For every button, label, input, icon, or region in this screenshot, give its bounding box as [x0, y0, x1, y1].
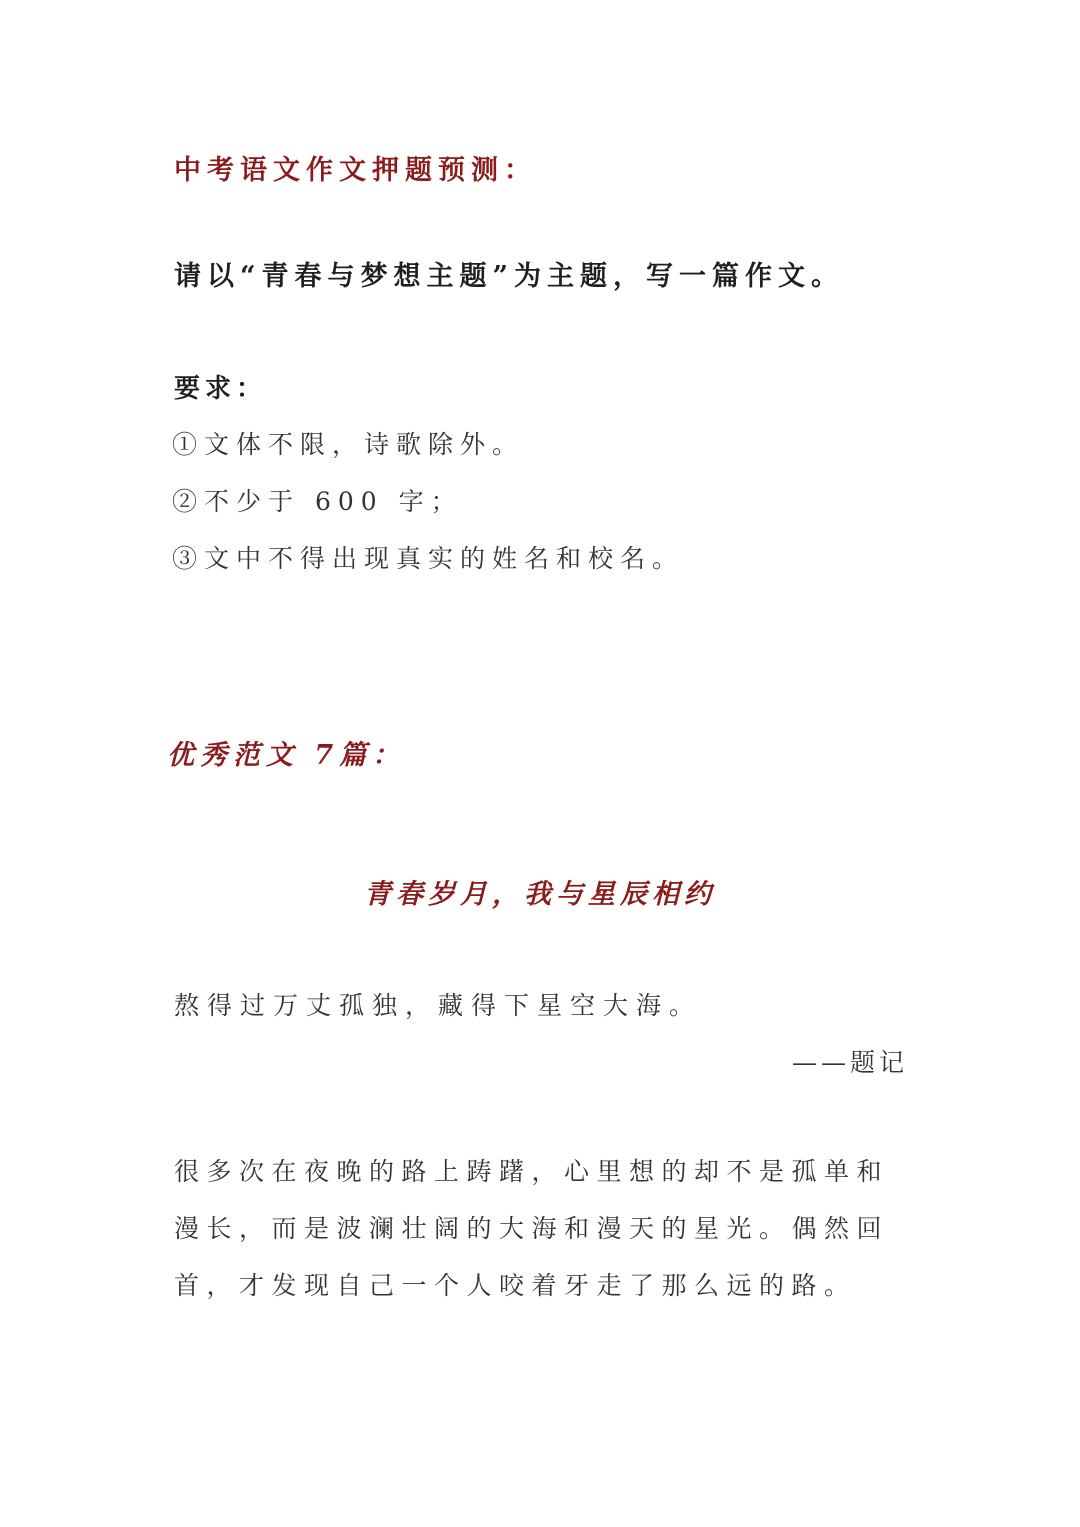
essay-prompt: 请以“青春与梦想主题”为主题，写一篇作文。	[174, 261, 845, 292]
epigraph-attribution: ——题记	[791, 1048, 908, 1077]
requirement-item-3: ③文中不得出现真实的姓名和校名。	[172, 544, 685, 573]
essay-paragraph: 很多次在夜晚的路上踌躇，心里想的却不是孤单和漫长，而是波澜壮阔的大海和漫天的星光。偶然回首，才发现自己一个人咬着牙走了那么远的路。	[174, 1157, 890, 1300]
essay-epigraph: 熬得过万丈孤独，藏得下星空大海。	[174, 991, 703, 1020]
essay-title: 青春岁月，我与星辰相约	[364, 879, 716, 910]
requirement-item-1: ①文体不限，诗歌除外。	[172, 430, 525, 459]
prediction-heading: 中考语文作文押题预测：	[174, 155, 537, 186]
requirement-item-2: ②不少于 600 字；	[172, 487, 463, 516]
samples-heading: 优秀范文 7篇：	[167, 740, 406, 771]
requirements-heading: 要求：	[174, 374, 268, 404]
